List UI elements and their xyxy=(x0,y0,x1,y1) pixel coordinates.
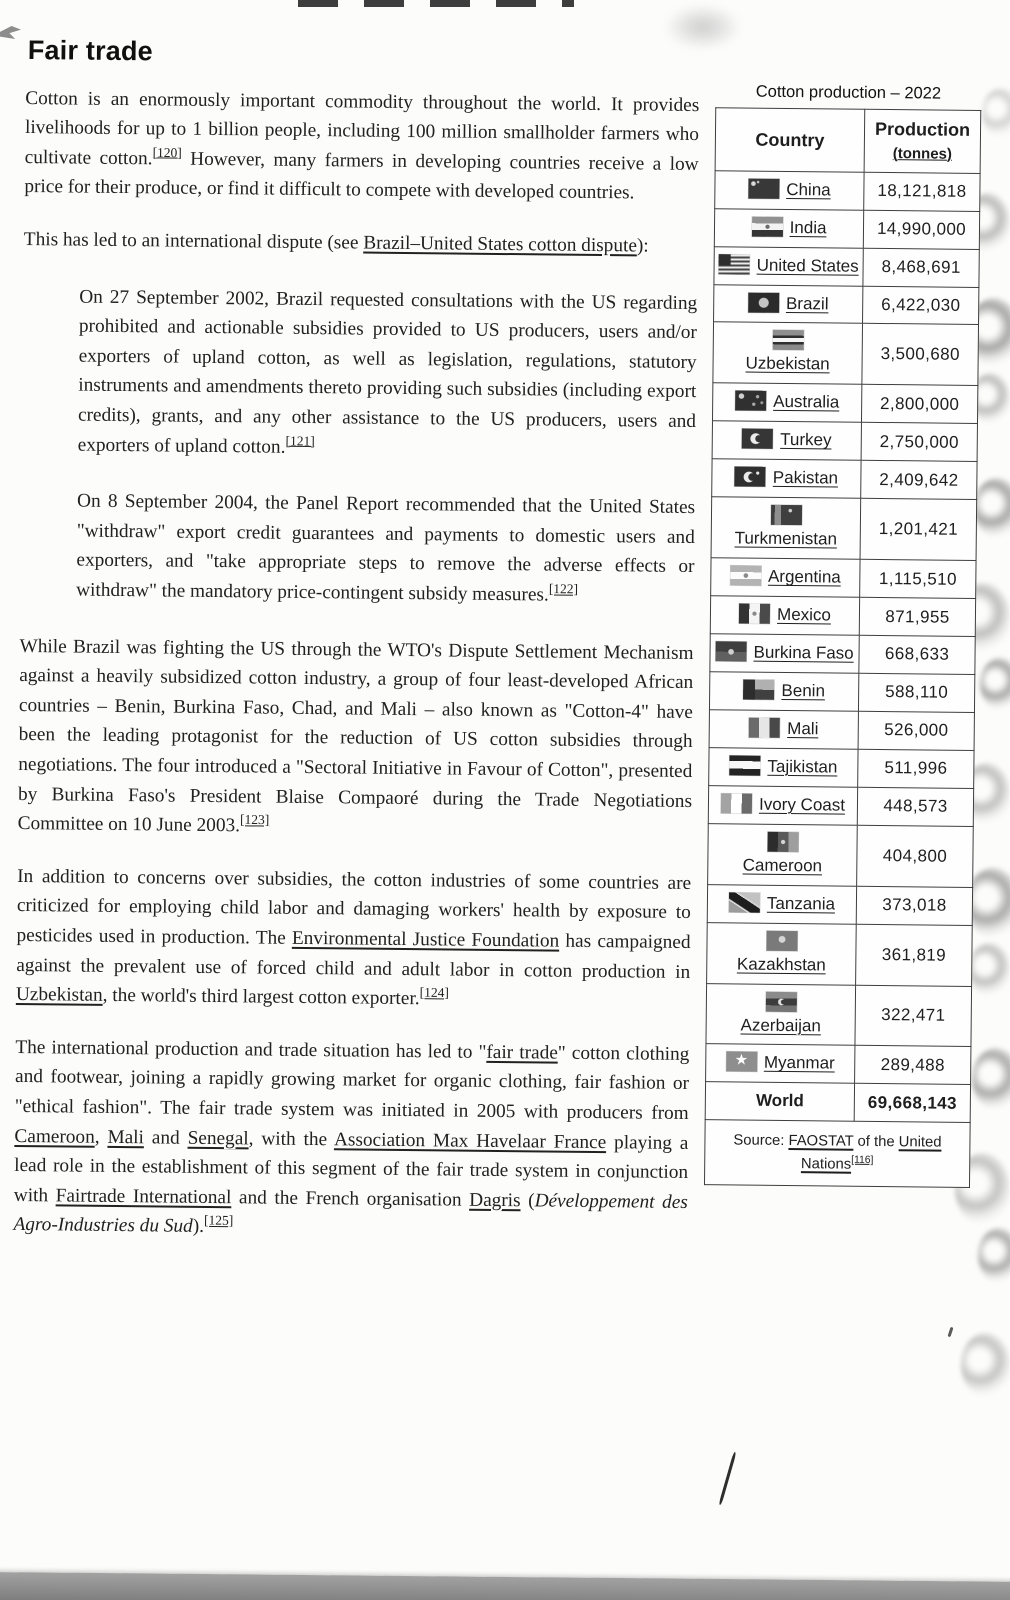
table-row-burkina-faso xyxy=(710,634,975,675)
country-link-brazil[interactable]: Brazil xyxy=(785,293,829,313)
pen-mark xyxy=(718,1452,736,1506)
country-cell xyxy=(708,785,857,824)
link-environmental-justice-foundation[interactable]: Environmental Justice Foundation xyxy=(291,927,560,952)
table-source-row xyxy=(704,1120,970,1188)
tonnes-link[interactable]: (tonnes) xyxy=(892,145,953,163)
link-dagris[interactable]: Dagris xyxy=(469,1189,521,1211)
cotton-production-table xyxy=(704,108,981,1188)
country-link-mali[interactable]: Mali xyxy=(787,718,819,739)
cotton-production-table-container xyxy=(704,81,982,1188)
scan-corner-mark xyxy=(0,26,21,39)
production-value: 668,633 xyxy=(859,635,975,674)
production-value: 2,409,642 xyxy=(861,461,977,500)
table-row-united-states xyxy=(714,246,979,287)
country-link-tanzania[interactable]: Tanzania xyxy=(766,893,836,914)
country-cell xyxy=(706,1044,855,1083)
text-run: The international production and trade situation has led to " xyxy=(15,1036,487,1063)
production-value: 8,468,691 xyxy=(863,248,979,287)
text-run: ). xyxy=(192,1216,205,1238)
link-senegal[interactable]: Senegal xyxy=(187,1127,249,1149)
production-value: 1,115,510 xyxy=(860,559,976,598)
italic-text: Développement des Agro-Industries du Sud xyxy=(13,1190,688,1238)
table-row-australia xyxy=(712,383,977,424)
country-link-kazakhstan[interactable]: Kazakhstan xyxy=(736,954,826,974)
country-link-united-states[interactable]: United States xyxy=(756,255,859,276)
table-row-ivory-coast xyxy=(708,785,973,826)
scan-smudge xyxy=(972,1048,1010,1110)
link-association-max-havelaar-france[interactable]: Association Max Havelaar France xyxy=(333,1128,607,1153)
ref-121[interactable]: [121] xyxy=(285,432,315,449)
table-title: Cotton production – 2022 xyxy=(755,82,942,103)
production-value: 2,800,000 xyxy=(862,385,978,424)
country-cell xyxy=(712,383,861,422)
text-run: While Brazil was fighting the US through the WTO's Dispute Settlement Mechanism against a heavily subsidized cotton industry, a group of four least-developed African countries – Benin, Burkina Faso, Chad, and Mali – also known as "Cotton-4" have been the leading protagonist for the reduction of US cotton subsidies through negotiations. The four introduced a "Sectoral Initiative in Favour of Cotton", presented by Burkina Faso's President Blaise Compaoré during the Trade Negotiations Committee on 10 June 2003. xyxy=(17,635,694,837)
country-cell xyxy=(709,710,858,749)
column-header-production xyxy=(864,110,981,173)
country-header-label: Country xyxy=(755,129,825,151)
country-cell xyxy=(712,421,861,460)
country-link-pakistan[interactable]: Pakistan xyxy=(772,468,839,488)
link-mali[interactable]: Mali xyxy=(107,1126,145,1148)
production-header-label: Production xyxy=(874,119,971,141)
production-value: 871,955 xyxy=(859,597,975,636)
country-link-burkina-faso[interactable]: Burkina Faso xyxy=(753,642,854,663)
flag-azerbaijan-icon xyxy=(765,991,796,1011)
country-cell xyxy=(710,634,859,673)
flag-india-icon xyxy=(752,216,783,236)
link-united-nations[interactable]: United Nations xyxy=(800,1134,942,1173)
table-header-row xyxy=(715,108,981,173)
table-row-benin xyxy=(709,672,974,713)
country-cell xyxy=(711,558,860,597)
production-value: 14,990,000 xyxy=(863,210,979,249)
country-link-azerbaijan[interactable]: Azerbaijan xyxy=(740,1015,821,1035)
table-row-mexico xyxy=(710,596,975,637)
text-run: On 8 September 2004, the Panel Report recommended that the United States "withdraw" export credit guarantees and payments to domestic users and exporters, and "take appropriate steps to remove the adverse effects or withdraw" the mandatory price-contingent subsidy measures. xyxy=(76,490,696,606)
country-link-mexico[interactable]: Mexico xyxy=(776,604,832,625)
country-link-myanmar[interactable]: Myanmar xyxy=(763,1053,835,1073)
country-cell xyxy=(713,322,863,384)
country-link-tajikistan[interactable]: Tajikistan xyxy=(767,756,838,777)
table-row-cameroon xyxy=(708,823,974,887)
production-value: 373,018 xyxy=(856,886,972,925)
production-value: 2,750,000 xyxy=(861,423,977,462)
page-title: Fair trade xyxy=(27,35,154,67)
production-value: 289,488 xyxy=(855,1046,971,1085)
text-run: This has led to an international dispute (see xyxy=(23,229,364,254)
small-pen-mark xyxy=(948,1327,954,1337)
link-uzbekistan[interactable]: Uzbekistan xyxy=(15,984,103,1006)
flag-pakistan-icon xyxy=(735,467,766,487)
flag-benin-icon xyxy=(743,679,774,699)
table-row-kazakhstan xyxy=(707,922,973,986)
text-run: ( xyxy=(520,1189,535,1212)
link-faostat[interactable]: FAOSTAT xyxy=(788,1133,854,1151)
ref-122[interactable]: [122] xyxy=(548,581,579,597)
production-value: 322,471 xyxy=(855,985,972,1047)
table-row-turkey xyxy=(712,421,977,462)
flag-australia-icon xyxy=(735,391,766,411)
text-run: Cotton is an enormously important commodity throughout the world. It provides livelihoods for up to 1 billion people, including 100 million smallholder farmers who cultivate cotton. xyxy=(24,87,700,170)
flag-burkina-faso-icon xyxy=(715,641,746,661)
text-run: " cotton clothing and footwear, joining a rapidly growing market for organic clothing, fair fashion or "ethical fashion". The fair trade system was initiated in 2005 with producers from xyxy=(14,1042,690,1124)
table-row-china xyxy=(715,170,980,211)
flag-tanzania-icon xyxy=(729,892,760,912)
link-cameroon[interactable]: Cameroon xyxy=(14,1125,95,1148)
world-label: World xyxy=(705,1082,854,1121)
link-fair-trade[interactable]: fair trade xyxy=(486,1041,558,1064)
production-value: 404,800 xyxy=(857,825,974,887)
table-row-tanzania xyxy=(707,884,972,925)
production-value: 526,000 xyxy=(858,711,974,750)
flag-turkey-icon xyxy=(742,429,773,449)
country-cell xyxy=(706,983,856,1045)
flag-tajikistan-icon xyxy=(729,755,760,775)
country-link-turkmenistan[interactable]: Turkmenistan xyxy=(734,528,838,549)
country-cell xyxy=(709,748,858,787)
text-run: and xyxy=(143,1126,188,1149)
scan-smudge xyxy=(969,943,1010,996)
table-row-pakistan xyxy=(712,459,977,500)
country-link-australia[interactable]: Australia xyxy=(773,392,840,412)
table-row-tajikistan xyxy=(709,748,974,789)
country-link-ivory-coast[interactable]: Ivory Coast xyxy=(758,794,846,815)
table-row-uzbekistan xyxy=(713,322,979,386)
scan-smudge xyxy=(980,658,1010,710)
country-cell xyxy=(715,170,864,209)
country-cell xyxy=(711,497,861,559)
country-cell xyxy=(709,672,858,711)
table-row-turkmenistan xyxy=(711,497,977,561)
flag-ivory-coast-icon xyxy=(721,793,752,813)
text-run: ): xyxy=(636,235,649,257)
table-row-brazil xyxy=(714,284,979,325)
text-run: of the xyxy=(853,1134,899,1151)
ref-124[interactable]: [124] xyxy=(419,984,449,1001)
flag-kazakhstan-icon xyxy=(766,930,797,950)
country-cell xyxy=(708,823,858,885)
production-value: 361,819 xyxy=(856,924,973,986)
country-link-india[interactable]: India xyxy=(789,217,827,238)
country-link-china[interactable]: China xyxy=(786,179,831,200)
production-value: 1,201,421 xyxy=(860,498,977,560)
flag-united-states-icon xyxy=(719,254,750,274)
flag-brazil-icon xyxy=(748,292,779,312)
article-content xyxy=(13,34,982,1273)
text-run: On 27 September 2002, Brazil requested consultations with the US regarding prohibited and actionable subsidies provided to US producers, users and/or exporters of upland cotton, as well as legislation, regulations, statutory instruments and amendments thereto providing such subsidies (including export credits), grants, and any other assistance to the US producers, users and exporters of upland cotton. xyxy=(77,286,698,458)
table-row-india xyxy=(714,208,979,249)
source-cell xyxy=(704,1120,970,1188)
production-value: 6,422,030 xyxy=(863,286,979,325)
country-cell xyxy=(714,284,863,323)
country-cell xyxy=(712,459,861,498)
country-cell xyxy=(707,922,857,984)
scan-smudge xyxy=(961,1333,1010,1397)
country-cell xyxy=(707,884,856,923)
country-link-uzbekistan[interactable]: Uzbekistan xyxy=(745,353,830,374)
flag-mexico-icon xyxy=(739,604,770,624)
country-cell xyxy=(710,596,859,635)
link-brazil-united-states-cotton-dispute[interactable]: Brazil–United States cotton dispute xyxy=(363,232,638,257)
text-run: In addition to concerns over subsidies, the cotton industries of some countries are criticized for employing child labor and damaging workers' health by exposure to pesticides used in production. The xyxy=(16,865,692,949)
scan-smudge xyxy=(978,1228,1010,1283)
flag-argentina-icon xyxy=(730,566,761,586)
ref-120[interactable]: [120] xyxy=(152,144,182,161)
scan-smudge xyxy=(982,88,1010,137)
column-header-country xyxy=(715,108,865,172)
country-link-argentina[interactable]: Argentina xyxy=(767,566,841,587)
link-fairtrade-international[interactable]: Fairtrade International xyxy=(55,1185,232,1208)
flag-uzbekistan-icon xyxy=(772,330,803,350)
table-row-mali xyxy=(709,710,974,751)
ref-123[interactable]: [123] xyxy=(239,812,270,828)
text-run: has campaigned against the prevalent use of forced child and adult labor in cotton production in xyxy=(16,930,691,983)
flag-cameroon-icon xyxy=(767,831,798,851)
production-value: 448,573 xyxy=(857,787,973,826)
table-row-world xyxy=(705,1082,970,1123)
text-run: Source: xyxy=(733,1132,789,1150)
scanner-bed-strip xyxy=(0,1572,1010,1600)
production-value: 511,996 xyxy=(858,749,974,788)
flag-mali-icon xyxy=(749,717,780,737)
country-link-cameroon[interactable]: Cameroon xyxy=(742,855,823,876)
scan-smudge xyxy=(974,478,1010,538)
country-cell xyxy=(714,246,863,285)
text-run: , with the xyxy=(248,1127,335,1150)
table-row-azerbaijan xyxy=(706,983,972,1047)
country-link-turkey[interactable]: Turkey xyxy=(780,430,832,450)
flag-china-icon xyxy=(748,178,779,198)
production-value: 18,121,818 xyxy=(864,172,980,211)
text-run: playing a lead role in the establishment of this segment of the fair trade system in conjunction with xyxy=(13,1131,689,1207)
text-run: However, many farmers in developing countries receive a low price for their produce, or find it difficult to compete with developed countries. xyxy=(24,148,699,204)
text-run: , xyxy=(94,1126,108,1148)
text-run: , the world's third largest cotton exporter. xyxy=(102,984,420,1010)
country-link-benin[interactable]: Benin xyxy=(781,680,826,701)
production-value: 3,500,680 xyxy=(862,324,979,386)
ref-125[interactable]: [125] xyxy=(204,1212,234,1229)
table-row-argentina xyxy=(711,558,976,599)
ref-116[interactable]: [116] xyxy=(851,1155,874,1167)
production-value: 588,110 xyxy=(859,673,975,712)
world-production-value: 69,668,143 xyxy=(854,1084,970,1123)
table-row-myanmar xyxy=(706,1044,971,1085)
text-run: and the French organisation xyxy=(231,1186,470,1211)
country-cell xyxy=(714,208,863,247)
flag-myanmar-icon xyxy=(726,1052,757,1072)
scan-edge-dashes xyxy=(298,0,574,7)
flag-turkmenistan-icon xyxy=(770,505,801,525)
